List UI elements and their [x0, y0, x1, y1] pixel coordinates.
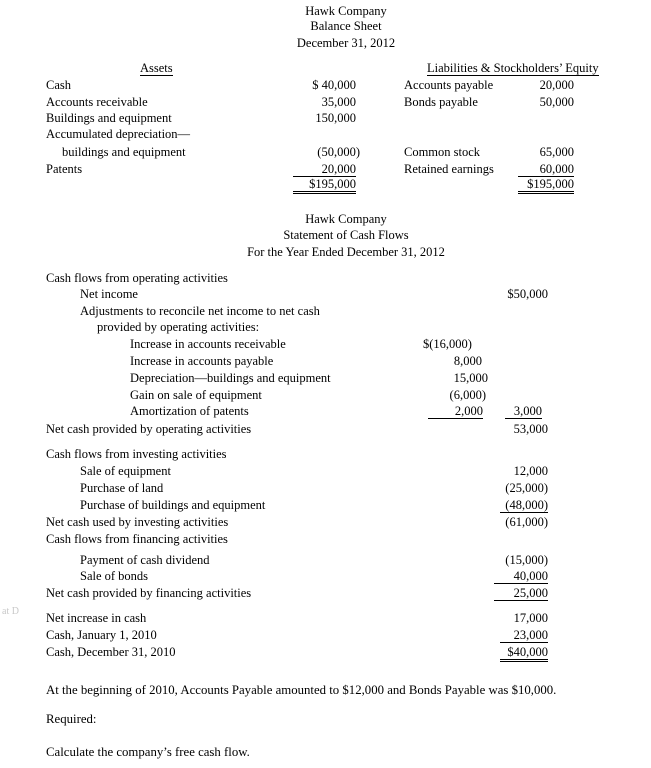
- cash-end-value: $40,000: [500, 645, 548, 662]
- net-operating-value: 53,000: [513, 422, 548, 436]
- assets-header: Assets: [140, 61, 173, 75]
- financing-value: 40,000: [494, 569, 548, 584]
- net-investing-label: Net cash used by investing activities: [46, 515, 229, 529]
- adjustment-label: Increase in accounts receivable: [130, 337, 286, 351]
- cash-begin-label: Cash, January 1, 2010: [46, 628, 157, 642]
- bs-company-name: Hawk Company: [305, 4, 387, 18]
- investing-label: Purchase of buildings and equipment: [80, 498, 266, 512]
- cash-begin-value: 23,000: [500, 628, 548, 643]
- required-label: Required:: [46, 712, 97, 726]
- cf-period: For the Year Ended December 31, 2012: [247, 245, 445, 259]
- investing-value: (48,000): [500, 498, 548, 513]
- cash-end-label: Cash, December 31, 2010: [46, 645, 176, 659]
- adjustment-value: 15,000: [453, 371, 488, 385]
- cf-title: Statement of Cash Flows: [283, 228, 409, 242]
- financing-label: Payment of cash dividend: [80, 553, 210, 567]
- asset-label: Accumulated depreciation—: [46, 127, 191, 141]
- net-increase-value: 17,000: [513, 611, 548, 625]
- adjustment-label: Amortization of patents: [130, 404, 249, 418]
- financing-value: (15,000): [505, 553, 548, 567]
- question-text: Calculate the company’s free cash flow.: [46, 745, 250, 759]
- adjustment-value: 8,000: [453, 354, 482, 368]
- asset-value: (50,000): [317, 145, 360, 159]
- asset-label: Accounts receivable: [46, 95, 148, 109]
- asset-label: Patents: [46, 162, 83, 176]
- adjustment-label: Depreciation—buildings and equipment: [130, 371, 331, 385]
- adjustment-label: Increase in accounts payable: [130, 354, 274, 368]
- net-income-label: Net income: [80, 287, 138, 301]
- investing-label: Purchase of land: [80, 481, 164, 495]
- liability-label: Retained earnings: [404, 162, 494, 176]
- adjustments-total: 3,000: [505, 404, 542, 419]
- investing-label: Sale of equipment: [80, 464, 171, 478]
- liability-value: 60,000: [518, 162, 574, 177]
- financing-label: Sale of bonds: [80, 569, 149, 583]
- net-financing-label: Net cash provided by financing activities: [46, 586, 252, 600]
- bs-title: Balance Sheet: [310, 19, 382, 33]
- net-income-value: $50,000: [507, 287, 548, 301]
- adjustment-label: Gain on sale of equipment: [130, 388, 262, 402]
- liability-label: Bonds payable: [404, 95, 478, 109]
- adjustment-value: (6,000): [449, 388, 486, 402]
- adjustment-value: 2,000: [428, 404, 483, 419]
- investing-header: Cash flows from investing activities: [46, 447, 227, 461]
- cf-company-name: Hawk Company: [305, 212, 387, 226]
- financing-header: Cash flows from financing activities: [46, 532, 228, 546]
- asset-label: buildings and equipment: [62, 145, 186, 159]
- net-operating-label: Net cash provided by operating activities: [46, 422, 252, 436]
- asset-value: $ 40,000: [312, 78, 356, 92]
- adjustments-label: Adjustments to reconcile net income to net cash: [80, 304, 320, 318]
- net-financing-value: 25,000: [494, 586, 548, 601]
- asset-label: Cash: [46, 78, 71, 92]
- liabilities-header: Liabilities & Stockholders’ Equity: [427, 61, 599, 75]
- asset-value: 150,000: [315, 111, 356, 125]
- liability-value: 50,000: [539, 95, 574, 109]
- net-increase-label: Net increase in cash: [46, 611, 147, 625]
- watermark-text: at D: [2, 606, 19, 617]
- liability-value: 65,000: [539, 145, 574, 159]
- operating-header: Cash flows from operating activities: [46, 271, 228, 285]
- adjustments-label: provided by operating activities:: [97, 320, 260, 334]
- investing-value: 12,000: [513, 464, 548, 478]
- investing-value: (25,000): [505, 481, 548, 495]
- asset-value: 35,000: [321, 95, 356, 109]
- net-investing-value: (61,000): [505, 515, 548, 529]
- adjustment-value: $(16,000): [423, 337, 472, 351]
- bs-date: December 31, 2012: [296, 36, 396, 50]
- assets-total: $195,000: [293, 177, 356, 194]
- asset-label: Buildings and equipment: [46, 111, 172, 125]
- footnote-text: At the beginning of 2010, Accounts Payable amounted to $12,000 and Bonds Payable was $10,000.: [46, 683, 557, 697]
- liabilities-total: $195,000: [518, 177, 574, 194]
- liability-label: Common stock: [404, 145, 481, 159]
- asset-value: 20,000: [293, 162, 356, 177]
- liability-value: 20,000: [539, 78, 574, 92]
- liability-label: Accounts payable: [404, 78, 494, 92]
